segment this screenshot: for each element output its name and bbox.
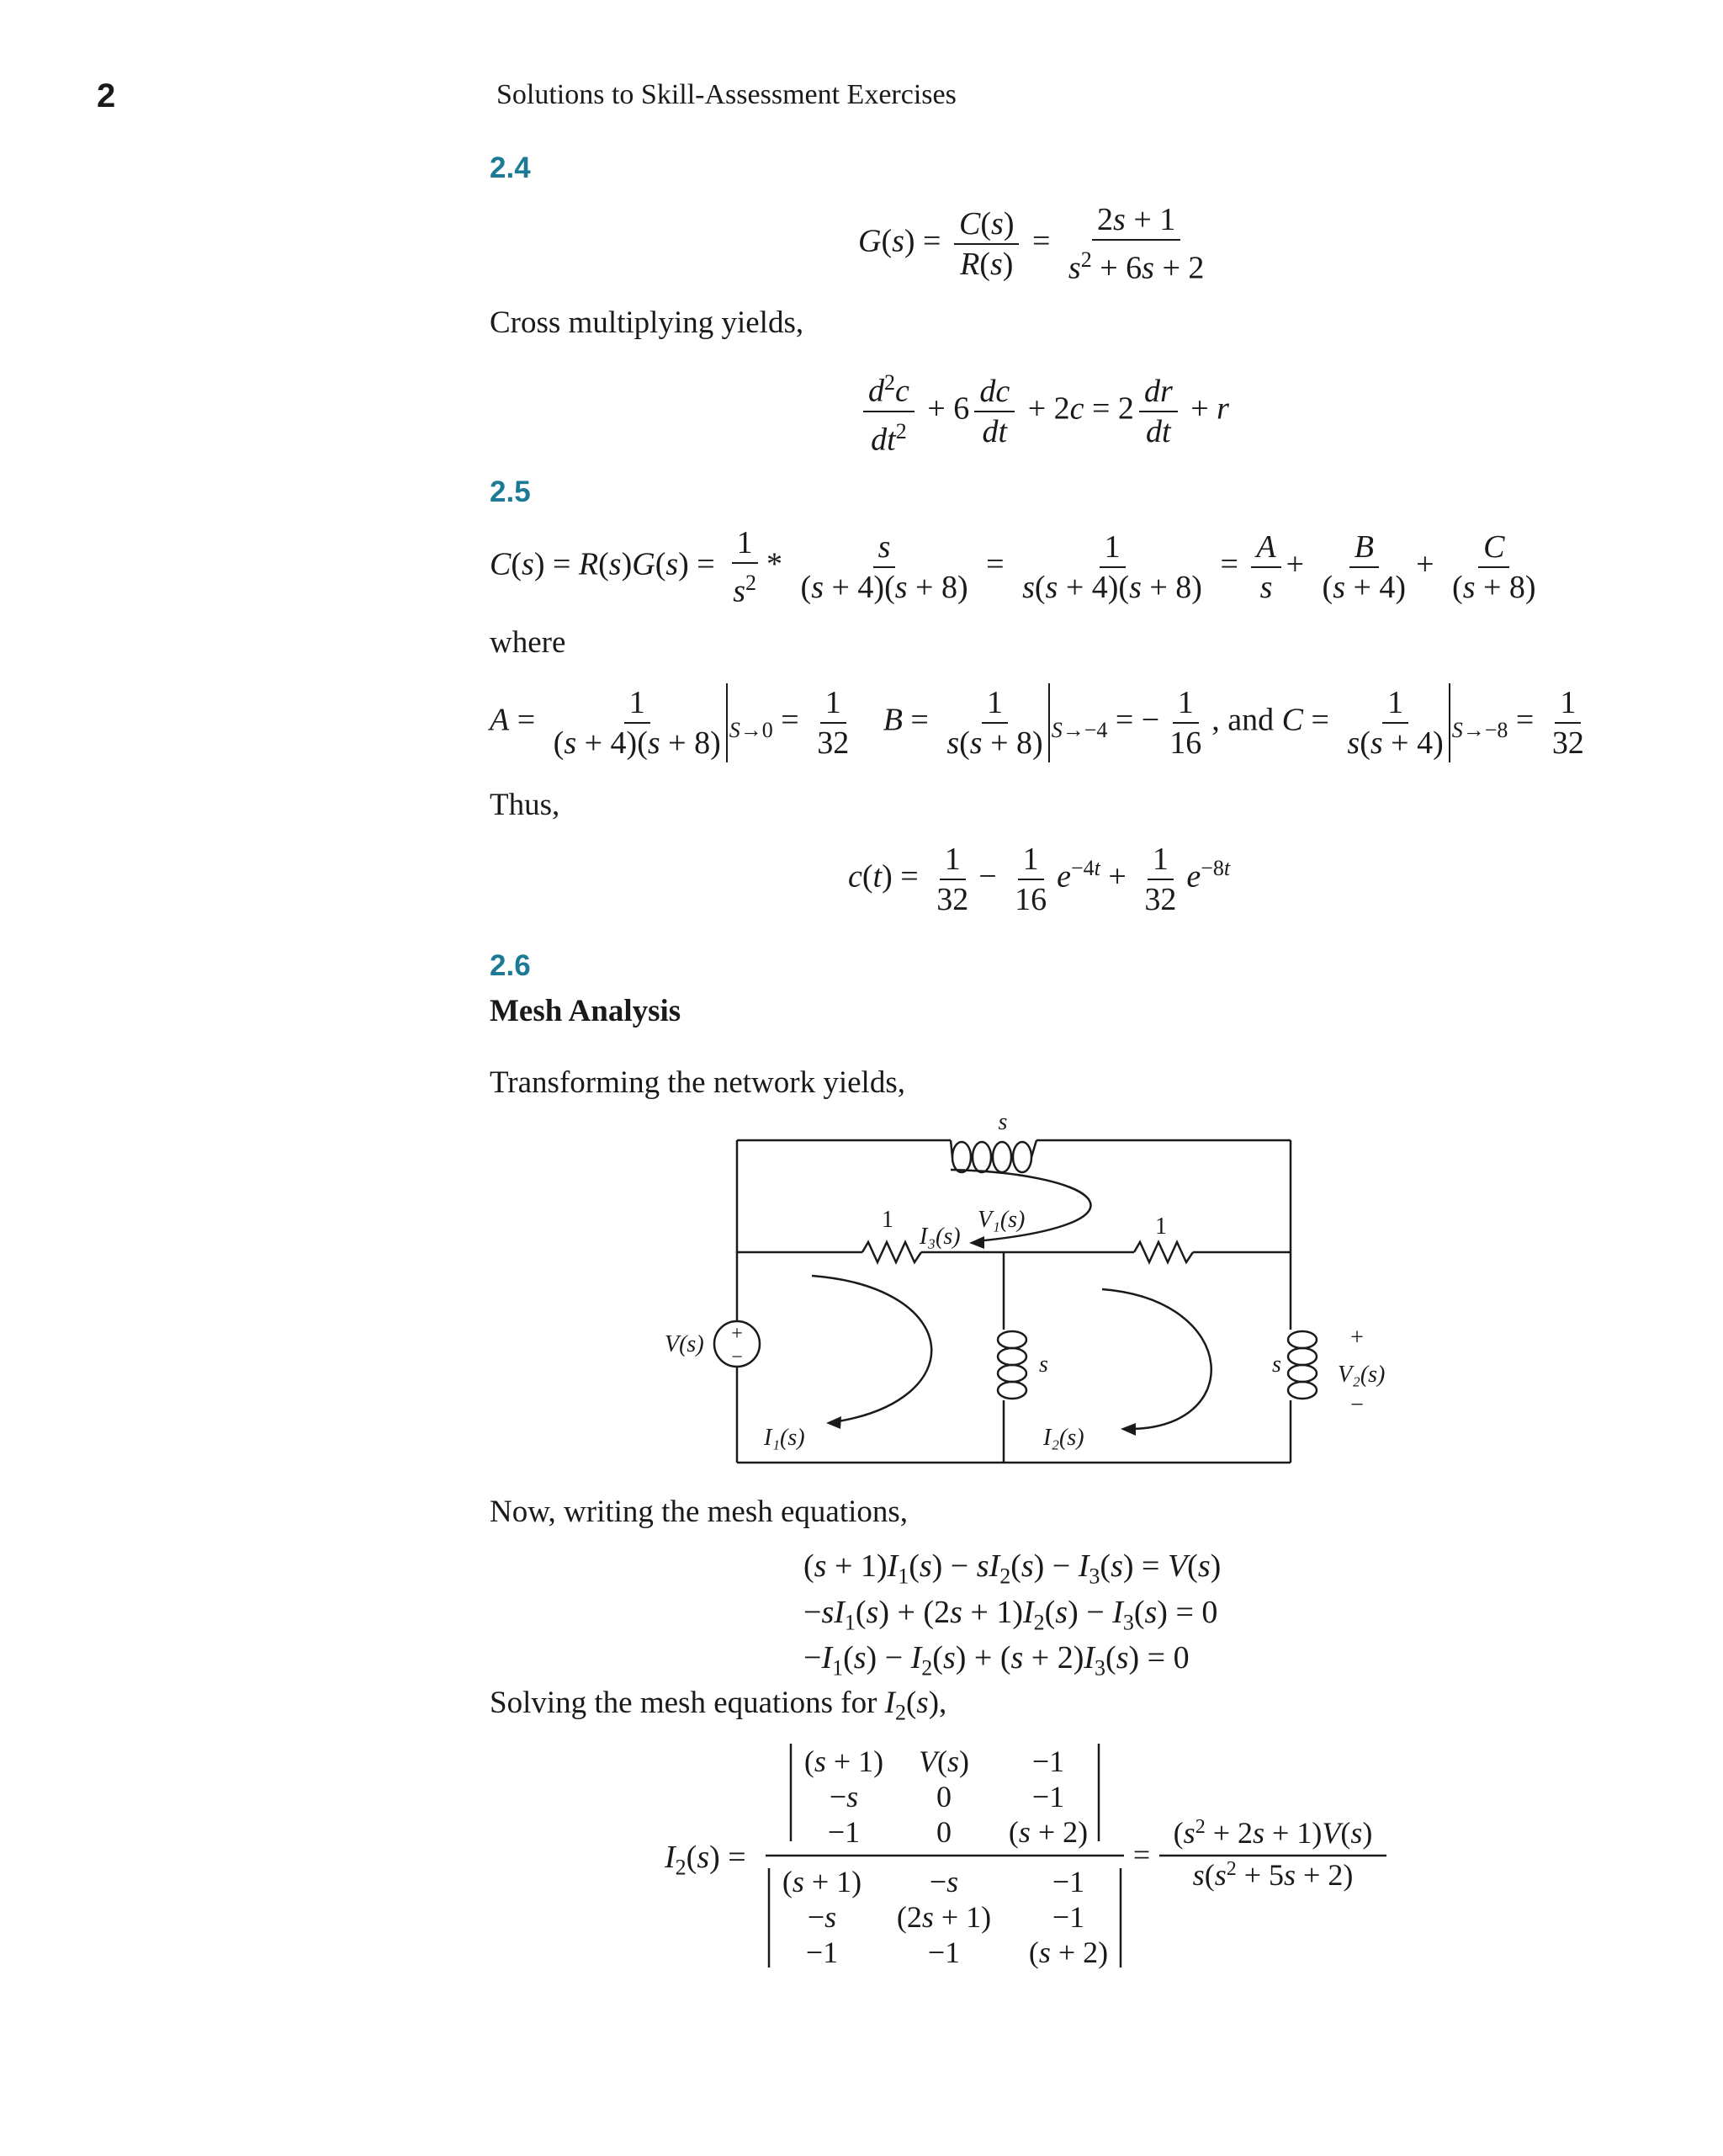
svg-text:−1: −1 <box>1052 1865 1085 1898</box>
svg-text:(s2 + 2s + 1)V(s): $(s^2 + 2s + 1)V(s)$ <box>1173 1816 1373 1850</box>
svg-text:−1: −1 <box>1031 1744 1065 1778</box>
label-i1: I₁(s) <box>764 1425 805 1451</box>
svg-text:−1: −1 <box>827 1815 861 1849</box>
and-text: and <box>1227 702 1275 738</box>
cross-multiplying-text: Cross multiplying yields, <box>490 305 804 340</box>
svg-text:0: 0 <box>936 1780 952 1813</box>
label-inductor-right: s <box>1272 1351 1281 1378</box>
svg-text:(s + 2): (s + 2) <box>1028 1936 1109 1969</box>
svg-text:−s: −s <box>807 1900 837 1934</box>
svg-text:−s: −s <box>829 1780 859 1813</box>
svg-text:(s + 1): (s + 1) <box>803 1744 884 1778</box>
residue-equations: A = $\frac{1}{(s + 4)(s + 8)}$ $_{S\to 0}$ = $\frac{1}{32}$ B = $\frac{1}{s(s + 8)}$ $_{S\to-4}$ = − $\frac{1}{16}$ , and C = $\frac{1}{s(s + 4)}$ $_{S\to-8}$ = $\frac{1}{32}$ <box>490 685 1584 761</box>
label-inductor-top: s <box>998 1109 1008 1135</box>
section-2-5-number: 2.5 <box>490 475 531 508</box>
label-i3: I₃(s) <box>920 1224 961 1250</box>
svg-text:(2s + 1): (2s + 1) <box>896 1900 992 1934</box>
svg-text:V(s): V(s) <box>918 1744 970 1778</box>
section-2-6-number: 2.6 <box>490 949 531 982</box>
label-v1: V₁(s) <box>978 1207 1026 1233</box>
svg-text:s(s2 + 5s + 2): $s(s^2 + 5s + 2)$ <box>1192 1858 1354 1892</box>
i2-label: $I_2(s)$ = <box>665 1840 746 1880</box>
partial-fraction-equation: C(s) = R(s)G(s) = $\frac{1}{s^2}$ * $\frac{s}{(s + 4)(s + 8)}$ = $\frac{1}{s(s + 4)(s + 8)}$ = $\frac{A}{s}$ + $\frac{B}{(s + 4)}$ + $\frac{C}{(s + 8)}$ <box>490 525 1536 609</box>
svg-text:+: + <box>731 1323 743 1345</box>
solving-text: Solving the mesh equations for $I_2(s)$, <box>490 1686 947 1725</box>
svg-text:=: = <box>1132 1838 1151 1872</box>
label-v2: V₂(s) <box>1338 1362 1386 1388</box>
running-title: Solutions to Skill-Assessment Exercises <box>496 79 957 110</box>
label-r1: 1 <box>882 1207 893 1233</box>
label-r2: 1 <box>1155 1213 1167 1240</box>
svg-text:(s + 2): (s + 2) <box>1008 1815 1089 1849</box>
section-2-4-number: 2.4 <box>490 151 531 184</box>
differential-equation: $\frac{d^2c}{dt^2}$ + 6 $\frac{dc}{dt}$ + 2c = 2 $\frac{dr}{dt}$ + r <box>858 364 1229 459</box>
svg-text:−: − <box>731 1346 743 1368</box>
where-text: where <box>490 625 566 660</box>
svg-text:−1: −1 <box>805 1936 839 1969</box>
page-number: 2 <box>97 77 116 114</box>
svg-text:−1: −1 <box>1052 1900 1085 1934</box>
svg-text:0: 0 <box>936 1815 952 1849</box>
svg-text:(s + 1): (s + 1) <box>782 1865 862 1898</box>
label-v2-minus: − <box>1350 1392 1364 1418</box>
svg-text:−1: −1 <box>1031 1780 1065 1813</box>
label-v2-plus: + <box>1350 1325 1364 1351</box>
svg-text:−s: −s <box>929 1865 959 1898</box>
mesh-analysis-title: Mesh Analysis <box>490 994 681 1028</box>
transforming-text: Transforming the network yields, <box>490 1065 905 1100</box>
label-i2: I₂(s) <box>1043 1425 1084 1451</box>
time-response-equation: c(t) = $\frac{1}{32}$ − $\frac{1}{16}$ $e^{-4t}$ + $\frac{1}{32}$ $e^{-8t}$ <box>848 842 1231 917</box>
transfer-function-equation: G(s) = $\frac{C(s)}{R(s)}$ = $\frac{2s + 1}{s^2 + 6s + 2}$ <box>858 202 1205 286</box>
label-inductor-middle: s <box>1039 1351 1048 1378</box>
mesh-equations: $(s + 1)I_1(s) - sI_2(s) - I_3(s) = V(s)$ $-sI_1(s) + (2s + 1)I_2(s) - I_3(s) = 0$ $-I_1(s) - I_2(s) + (s + 2)I_3(s) = 0$ <box>803 1548 1222 1681</box>
thus-text: Thus, <box>490 788 560 822</box>
mesh-equations-text: Now, writing the mesh equations, <box>490 1495 909 1529</box>
label-vs: V(s) <box>665 1331 704 1357</box>
svg-text:−1: −1 <box>927 1936 961 1969</box>
